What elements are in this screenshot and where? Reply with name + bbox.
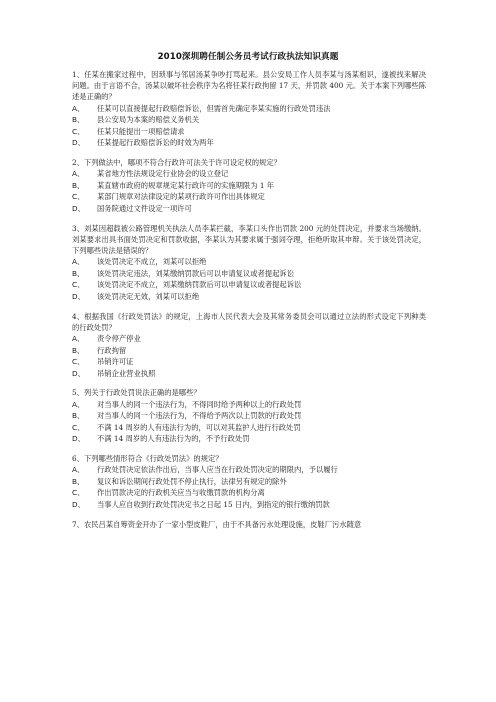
option-key: C、 — [72, 280, 85, 290]
option-a — [72, 256, 426, 268]
option-d — [72, 137, 426, 149]
option-a — [72, 168, 426, 180]
option-key: D、 — [72, 138, 85, 148]
option-a — [72, 103, 426, 115]
option-text: 该处罚决定违法，刘某缴纳罚款后可以申请复议或者提起诉讼 — [97, 268, 295, 278]
option-text: 责令停产停业 — [97, 334, 141, 343]
option-key: B、 — [72, 411, 85, 421]
option-key: A、 — [72, 169, 85, 179]
option-key: B、 — [72, 345, 85, 355]
option-key: B、 — [72, 268, 85, 278]
option-key: D、 — [72, 368, 85, 378]
option-text: 国务院通过文件设定一项许可 — [97, 203, 192, 213]
option-c — [72, 279, 426, 291]
question-7 — [72, 519, 426, 530]
option-key: A、 — [72, 257, 85, 267]
option-d — [72, 203, 426, 215]
option-key: C、 — [72, 357, 85, 366]
option-b — [72, 180, 426, 192]
option-d — [72, 291, 426, 303]
option-key: D、 — [72, 291, 85, 301]
option-b — [72, 345, 426, 357]
option-text: 作出罚款决定的行政机关应当与收缴罚款的机构分离 — [97, 488, 265, 498]
option-c — [72, 191, 426, 203]
option-b — [72, 114, 426, 126]
option-key: A、 — [72, 334, 85, 343]
option-key: B、 — [72, 180, 85, 190]
option-text: 该处罚决定不成立，刘某缴纳罚款后可以申请复议或者提起诉讼 — [97, 280, 302, 290]
option-d — [72, 368, 426, 380]
option-key: C、 — [72, 126, 85, 136]
question-stem: 4、根据我国《行政处罚法》的规定，上海市人民代表大会及其常务委员会可以通过立法的形式设定下列种类的行政处罚？ — [72, 311, 426, 332]
option-key: D、 — [72, 499, 85, 509]
option-text: 任某只能提出一项赔偿请求 — [97, 126, 185, 136]
option-b — [72, 268, 426, 280]
option-key: C、 — [72, 488, 85, 498]
option-c — [72, 487, 426, 499]
option-text: 某省地方性法规设定行业协会的设立登记 — [97, 169, 229, 179]
question-stem: 5、列关于行政处罚说法正确的是哪些？ — [72, 388, 201, 398]
option-text: 对当事人的同一个违法行为，不得同时给予两种以上的行政处罚 — [97, 399, 302, 409]
option-text: 任某可以直接提起行政赔偿诉讼，但需首先确定李某实施的行政处罚违法 — [97, 103, 331, 113]
page-title: 2010深圳聘任制公务员考试行政执法知识真题 — [157, 52, 339, 62]
option-b — [72, 410, 426, 422]
option-c — [72, 356, 426, 368]
option-text: 吊销企业营业执照 — [97, 368, 156, 378]
question-4 — [72, 311, 426, 379]
option-c — [72, 422, 426, 434]
question-stem: 6、下列哪些情形符合《行政处罚法》的规定？ — [72, 453, 223, 463]
question-6 — [72, 453, 426, 510]
option-key: A、 — [72, 103, 85, 113]
question-stem: 2、下列做法中，哪项不符合行政许可法关于许可设定权的规定？ — [72, 158, 281, 167]
option-key: B、 — [72, 115, 85, 125]
question-stem: 3、刘某因超载被公路管理机关执法人员李某拦截，李某口头作出罚款 200 元的处罚决定，并要求当场缴纳。刘某要求出具书面处罚决定和罚款收据，李某认为其要求属于强词夺理，拒绝听取其申辩。关于该处罚决定，下列哪些说法是错误的？ — [72, 223, 426, 255]
option-key: C、 — [72, 192, 85, 202]
option-text: 某部门规章对法律设定的某项行政许可作出具体规定 — [97, 192, 265, 202]
option-a — [72, 333, 426, 345]
option-key: A、 — [72, 399, 85, 409]
option-key: C、 — [72, 422, 85, 432]
option-text: 不满 14 周岁的人有违法行为的，不予行政处罚 — [97, 434, 250, 444]
question-stem: 1、任某在搬家过程中，因琐事与邻居汤某争吵打骂起来。县公安局工作人员李某与汤某相识，遂被找来解决问题。由于言语不合，汤某以破坏社会秩序为名将任某行政拘留 17 天，并罚款 400 元。关于本案下列哪些陈述是正确的？ — [72, 70, 426, 102]
option-text: 吊销许可证 — [97, 357, 134, 366]
question-2 — [72, 157, 426, 214]
question-1 — [72, 69, 426, 149]
option-key: B、 — [72, 476, 85, 486]
option-text: 不满 14 周岁的人有违法行为的，可以对其监护人进行行政处罚 — [97, 422, 301, 432]
option-text: 对当事人的同一个违法行为，不得给予两次以上罚款的行政处罚 — [97, 411, 302, 421]
option-text: 复议和诉讼期间行政处罚不停止执行，法律另有规定的除外 — [97, 476, 287, 486]
option-b — [72, 476, 426, 488]
question-5 — [72, 387, 426, 444]
option-a — [72, 464, 426, 476]
question-3 — [72, 223, 426, 303]
option-a — [72, 399, 426, 411]
option-c — [72, 126, 426, 138]
option-text: 任某提起行政赔偿诉讼的时效为两年 — [97, 138, 214, 148]
option-text: 该处罚决定无效，刘某可以拒绝 — [97, 291, 200, 301]
option-text: 该处罚决定不成立，刘某可以拒绝 — [97, 257, 207, 267]
option-text: 行政拘留 — [97, 345, 127, 355]
option-text: 当事人应自收到行政处罚决定书之日起 15 日内，到指定的银行缴纳罚款 — [97, 499, 330, 509]
question-stem: 7、农民吕某自筹资金开办了一家小型皮鞋厂，由于不具备污水处理设施，皮鞋厂污水随意 — [72, 519, 362, 529]
option-text: 县公安局为本案的赔偿义务机关 — [97, 115, 200, 125]
option-d — [72, 433, 426, 445]
question-list — [72, 69, 426, 530]
option-key: A、 — [72, 465, 85, 475]
option-d — [72, 499, 426, 511]
option-key: D、 — [72, 203, 85, 213]
option-text: 行政处罚决定依法作出后，当事人应当在行政处罚决定的期限内，予以履行 — [97, 465, 338, 475]
option-key: D、 — [72, 434, 85, 444]
option-text: 某直辖市政府的规章规定某行政许可的实施期限为 1 年 — [97, 180, 275, 190]
